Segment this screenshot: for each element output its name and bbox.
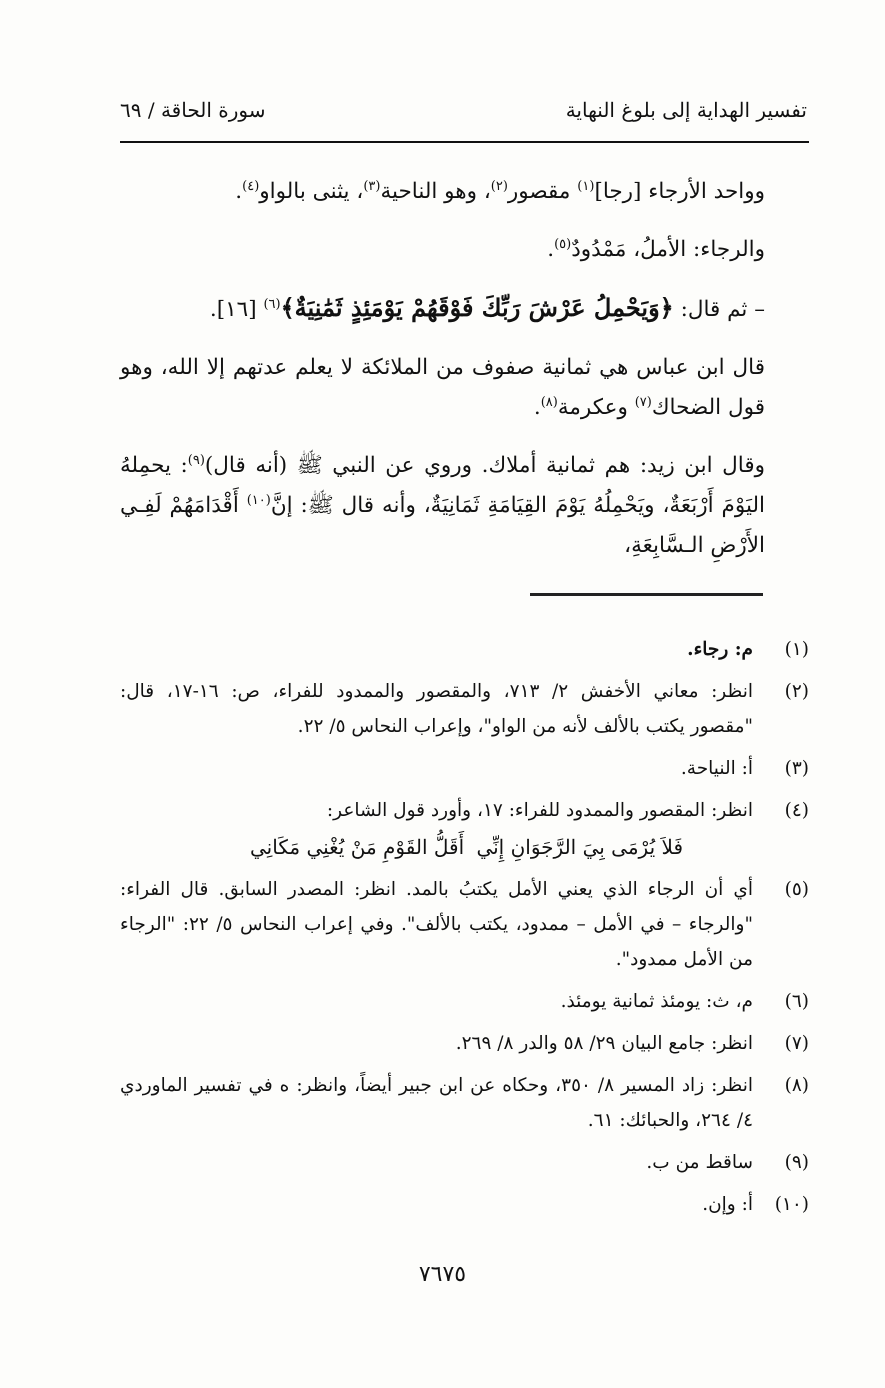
footnote-3 — [120, 751, 809, 786]
main-text — [120, 172, 807, 584]
footnote-ref-2[interactable]: (٢) — [490, 178, 508, 194]
verse-hemistich-left: أَقَلُّ القَوْمِ مَنْ يُغْنِي مَكَانِي — [250, 835, 465, 859]
footnote-2 — [120, 674, 809, 744]
footnote-5 — [120, 872, 809, 977]
footnote-text: انظر: جامع البيان ٢٩/ ٥٨ والدر ٨/ ٢٦٩. — [455, 1033, 753, 1054]
footnote-number: (٤) — [784, 800, 809, 821]
footnote-ref-5[interactable]: (٥) — [554, 236, 572, 252]
footnote-ref-4[interactable]: (٤) — [242, 178, 260, 194]
running-header — [120, 98, 807, 130]
footnote-text: م: رجاء. — [687, 639, 753, 660]
footnotes — [120, 632, 809, 1229]
paragraph-4: قال ابن عباس هي ثمانية صفوف من الملائكة لا يعلم عدتهم إلا الله، وهو قول الضحاك$^{(٧)}$ وعكرمة$^{(٨)}$. — [120, 355, 765, 420]
footnote-4 — [120, 793, 809, 865]
footnote-number: (٩) — [784, 1152, 809, 1173]
footnote-text: أ: النياحة. — [680, 758, 753, 779]
footnote-6 — [120, 984, 809, 1019]
paragraph-5: وقال ابن زيد: هم ثمانية أملاك. وروي عن النبي ﷺ (أنه قال)$^{(٩)}$: يحمِلهُ اليَوْمَ أَرْبَعَةٌ، ويَحْمِلُهُ يَوْمَ القِيَامَةِ ثَمَانِيَةٌ، وأنه قال ﷺ: إنَّ$^{(١٠)}$ أَقْدَامَهُمْ لَفِـي الأَرْضِ الـسَّابِعَةِ، — [120, 452, 766, 558]
poetry-verse — [120, 830, 753, 865]
footnote-number: (١٠) — [774, 1194, 809, 1215]
footnote-number: (٨) — [784, 1075, 809, 1096]
footnote-ref-7[interactable]: (٧) — [634, 394, 652, 410]
footnote-text: م، ث: يومئذ ثمانية يومئذ. — [560, 991, 753, 1012]
footnote-ref-1[interactable]: (١) — [577, 178, 595, 194]
book-title: تفسير الهداية إلى بلوغ النهاية — [565, 98, 807, 122]
footnote-8 — [120, 1068, 809, 1138]
footnote-text: أي أن الرجاء الذي يعني الأمل يكتبُ بالمد. انظر: المصدر السابق. قال الفراء: "والرجاء – في الأمل – ممدود، يكتب بالألف". وفي إعراب النحاس ٥/ ٢٢: "الرجاء من الأمل ممدود". — [120, 879, 753, 970]
footnote-text: أ: وإن. — [702, 1194, 753, 1215]
footnote-ref-6[interactable]: (٦) — [263, 296, 281, 312]
footnote-text: انظر: المقصور والممدود للفراء: ١٧، وأورد قول الشاعر: — [326, 800, 753, 821]
footnote-number: (٢) — [784, 681, 809, 702]
footnote-separator — [530, 593, 763, 596]
footnote-number: (١) — [784, 639, 809, 660]
footnote-ref-8[interactable]: (٨) — [540, 394, 558, 410]
footnote-number: (٥) — [784, 879, 809, 900]
footnote-ref-10[interactable]: (١٠) — [246, 492, 271, 508]
footnote-text: انظر: معاني الأخفش ٢/ ٧١٣، والمقصور والممدود للفراء، ص: ١٦-١٧، قال: "مقصور يكتب بالألف لأنه من الواو"، وإعراب النحاس ٥/ ٢٢. — [120, 681, 753, 737]
footnote-9 — [120, 1145, 809, 1180]
paragraph-1: وواحد الأرجاء [رجا]$^{(١)}$ مقصور$^{(٢)}$، وهو الناحية$^{(٣)}$، يثنى بالواو$^{(٤)}$. — [235, 178, 765, 204]
footnote-number: (٣) — [784, 758, 809, 779]
footnote-text: ساقط من ب. — [646, 1152, 753, 1173]
footnote-number: (٧) — [784, 1033, 809, 1054]
header-rule — [120, 141, 809, 143]
footnote-10 — [120, 1187, 809, 1222]
page-number: ٧٦٧٥ — [418, 1262, 467, 1287]
paragraph-3: – ثم قال: ﴿وَيَحْمِلُ عَرْشَ رَبِّكَ فَوْقَهُمْ يَوْمَئِذٍ ثَمَٰنِيَةٌ﴾$^{(٦)}$ [١٦]. — [209, 293, 765, 322]
footnote-1 — [120, 632, 809, 667]
verse-hemistich-right: فَلاَ يُرْمَى بِيَ الرَّجَوَانِ إِنِّي — [476, 835, 683, 859]
paragraph-2: والرجاء: الأملُ، مَمْدُودٌ$^{(٥)}$. — [547, 236, 765, 262]
footnote-number: (٦) — [784, 991, 809, 1012]
sura-page-label: سورة الحاقة / ٦٩ — [120, 98, 266, 122]
footnote-ref-3[interactable]: (٣) — [363, 178, 381, 194]
footnote-text: انظر: زاد المسير ٨/ ٣٥٠، وحكاه عن ابن جبير أيضاً، وانظر: ه في تفسير الماوردي ٤/ ٢٦٤، والحبائك: ٦١. — [120, 1075, 754, 1131]
quran-verse: ﴿وَيَحْمِلُ عَرْشَ رَبِّكَ فَوْقَهُمْ يَوْمَئِذٍ ثَمَٰنِيَةٌ﴾ — [280, 293, 674, 322]
footnote-ref-9[interactable]: (٩) — [187, 452, 205, 468]
footnote-7 — [120, 1026, 809, 1061]
